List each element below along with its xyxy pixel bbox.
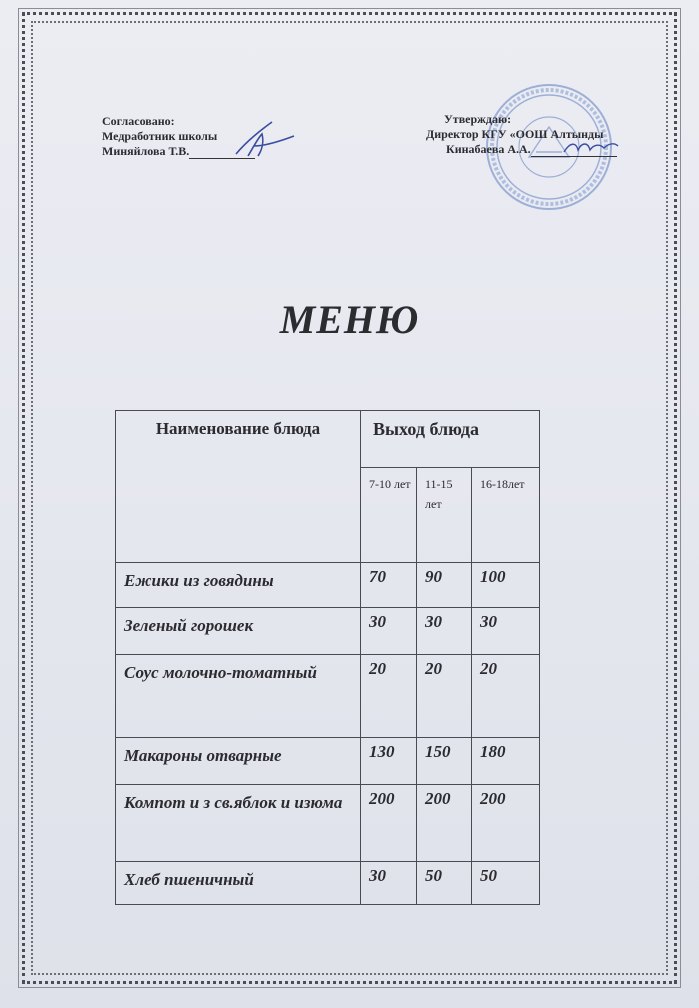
header-age-11-15: 11-15 лет	[417, 468, 472, 563]
portion-11-15: 90	[417, 563, 472, 608]
header-age-7-10: 7-10 лет	[361, 468, 417, 563]
approval-right-signer: Кинабаева А.А.	[446, 142, 531, 156]
table-row	[116, 563, 540, 608]
dish-name: Зеленый горошек	[116, 608, 361, 655]
table-row	[116, 655, 540, 738]
approval-right-label: Утверждаю:	[444, 112, 512, 126]
portion-11-15: 150	[417, 738, 472, 785]
portion-7-10: 200	[361, 785, 417, 862]
approval-left-label: Согласовано:	[102, 114, 175, 128]
portion-7-10: 30	[361, 608, 417, 655]
menu-table	[115, 410, 540, 905]
table-row	[116, 862, 540, 905]
header-output: Выход блюда	[361, 411, 540, 468]
page-title: МЕНЮ	[279, 297, 420, 342]
approval-left-position: Медработник школы	[102, 129, 218, 143]
portion-16-18: 100	[472, 563, 540, 608]
approval-right-position: Директор КГУ «ООШ Алтынды	[426, 127, 604, 141]
header-dish-name: Наименование блюда	[116, 411, 361, 563]
portion-7-10: 30	[361, 862, 417, 905]
table-header-row	[116, 411, 540, 468]
portion-7-10: 20	[361, 655, 417, 738]
dish-name: Компот и з св.яблок и изюма	[116, 785, 361, 862]
portion-11-15: 30	[417, 608, 472, 655]
table-row	[116, 785, 540, 862]
portion-16-18: 30	[472, 608, 540, 655]
portion-7-10: 130	[361, 738, 417, 785]
portion-11-15: 200	[417, 785, 472, 862]
portion-7-10: 70	[361, 563, 417, 608]
portion-16-18: 50	[472, 862, 540, 905]
dish-name: Соус молочно-томатный	[116, 655, 361, 738]
portion-11-15: 50	[417, 862, 472, 905]
portion-16-18: 180	[472, 738, 540, 785]
signature-stroke	[236, 122, 294, 156]
approval-left-signer: Миняйлова Т.В.	[102, 144, 190, 158]
portion-16-18: 20	[472, 655, 540, 738]
dish-name: Ежики из говядины	[116, 563, 361, 608]
dish-name: Хлеб пшеничный	[116, 862, 361, 905]
dish-name: Макароны отварные	[116, 738, 361, 785]
header-age-16-18: 16-18лет	[472, 468, 540, 563]
table-row	[116, 738, 540, 785]
medic-signature	[228, 112, 298, 162]
signature-stroke	[564, 144, 618, 152]
director-signature	[560, 136, 620, 160]
portion-11-15: 20	[417, 655, 472, 738]
portion-16-18: 200	[472, 785, 540, 862]
table-row	[116, 608, 540, 655]
